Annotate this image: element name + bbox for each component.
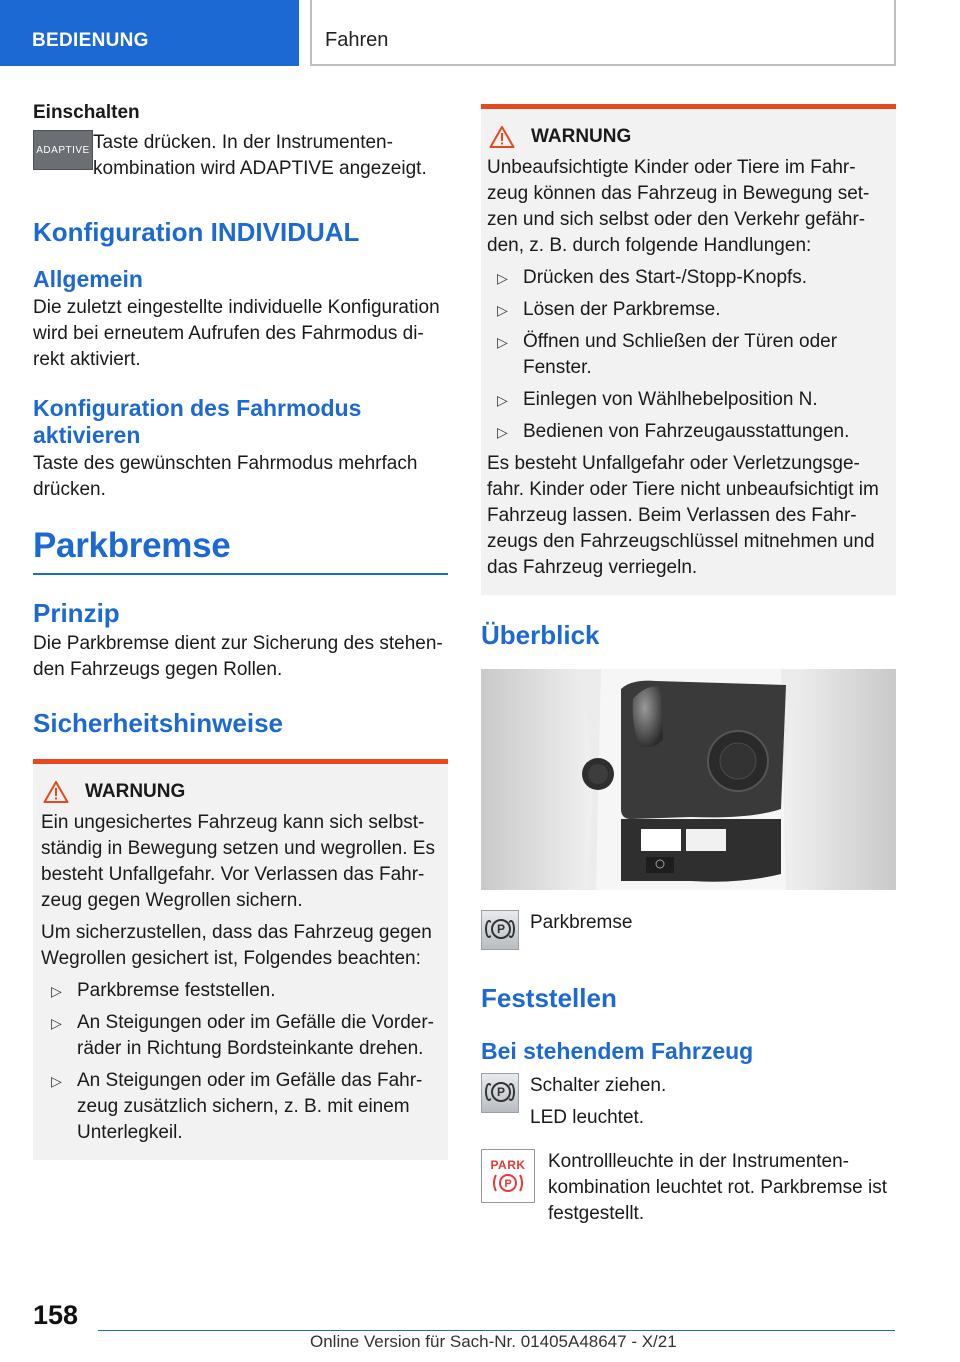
prinzip-text: Die Parkbremse dient zur Sicherung des stehen-den Fahrzeugs gegen Rollen. [33, 633, 443, 680]
ueberblick-title: Überblick [481, 620, 600, 650]
warning-title: WARNUNG [531, 126, 632, 147]
parkbremse-rule [33, 573, 448, 575]
schalter-text: Schalter ziehen. [530, 1075, 667, 1096]
parkbremse-caption-row [481, 910, 896, 950]
online-version-text: Online Version für Sach-Nr. 01405A48647 - X/21 [310, 1332, 677, 1351]
kontroll-text: Kontrollleuchte in der Instrumenten-kombination leuchtet rot. Parkbremse ist festgestellt. [548, 1151, 887, 1224]
warning-text-2: Um sicherzustellen, dass das Fahrzeug gegen Wegrollen gesichert ist, Folgendes beachten: [41, 922, 432, 969]
list-item: ▷ An Steigungen oder im Gefälle das Fahr-zeug zusätzlich sichern, z. B. mit einem Unterlegkeil. [51, 1070, 423, 1143]
kontroll-row [481, 1149, 896, 1227]
warning-header [487, 125, 890, 149]
parking-brake-icon: P [481, 1073, 519, 1113]
warning-text-2: Es besteht Unfallgefahr oder Verletzungsge-fahr. Kinder oder Tiere nicht unbeaufsichtigt im Fahrzeug lassen. Beim Verlassen des Fahr-zeugs den Fahrzeugschlüssel mitnehmen und das Fahrzeug verriegeln. [487, 453, 879, 578]
section-tab: BEDIENUNG [0, 0, 299, 66]
warning-list [41, 978, 440, 1146]
list-marker-icon: ▷ [497, 334, 508, 350]
park-indicator-icon [481, 1149, 535, 1203]
warning-header [41, 780, 440, 804]
sicherheit-title: Sicherheitshinweise [33, 708, 283, 738]
list-item: ▷ Lösen der Parkbremse. [487, 297, 890, 323]
list-marker-icon: ▷ [51, 1073, 62, 1089]
list-item: ▷ Einlegen von Wählhebelposition N. [487, 387, 890, 413]
adaptive-button-icon: ADAPTIVE [33, 130, 93, 170]
page-number: 158 [33, 1300, 79, 1330]
parking-brake-icon: P [481, 910, 519, 950]
aktivieren-text: Taste des gewünschten Fahrmodus mehrfach drücken. [33, 453, 418, 500]
stehend-title: Bei stehendem Fahrzeug [481, 1038, 754, 1064]
aktivieren-title: Konfiguration des Fahrmodus aktivieren [33, 395, 362, 448]
einschalten-row [33, 130, 448, 182]
einschalten-heading: Einschalten [33, 102, 140, 123]
warning-triangle-icon [489, 125, 515, 149]
allgemein-text: Die zuletzt eingestellte individuelle Konfiguration wird bei erneutem Aufrufen des Fahrmodus di-rekt aktiviert. [33, 297, 440, 370]
warning-box-right [481, 104, 896, 595]
individual-title: Konfiguration INDIVIDUAL [33, 217, 360, 247]
chapter-title: Fahren [311, 0, 896, 66]
footer-rule [98, 1330, 895, 1331]
park-indicator-symbol [491, 1172, 525, 1194]
list-item: ▷ Öffnen und Schließen der Türen oder Fenster. [497, 331, 838, 378]
warning-box-left [33, 759, 448, 1160]
parkbremse-caption: Parkbremse [530, 912, 633, 933]
list-item: ▷ Drücken des Start-/Stopp-Knopfs. [487, 265, 890, 291]
warning-text-1: Unbeaufsichtigte Kinder oder Tiere im Fahr-zeug können das Fahrzeug in Bewegung set-zen und sich selbst oder den Verkehr gefähr-den, z. B. durch folgende Handlungen: [487, 157, 870, 256]
list-marker-icon: ▷ [51, 983, 62, 999]
prinzip-title: Prinzip [33, 598, 120, 628]
schalter-row [481, 1073, 896, 1131]
list-marker-icon: ▷ [497, 270, 508, 286]
list-item: ▷ An Steigungen oder im Gefälle die Vorder-räder in Richtung Bordsteinkante drehen. [51, 1012, 434, 1059]
warning-title: WARNUNG [85, 781, 186, 802]
warning-list [487, 265, 890, 445]
center-console-photo [481, 669, 896, 890]
list-marker-icon: ▷ [497, 302, 508, 318]
right-column [481, 104, 896, 1227]
led-text: LED leuchtet. [530, 1107, 645, 1128]
parkbremse-title: Parkbremse [33, 526, 231, 565]
list-marker-icon: ▷ [497, 424, 508, 440]
left-column [33, 100, 448, 1160]
warning-text-1: Ein ungesichertes Fahrzeug kann sich selbst-ständig in Bewegung setzen und wegrollen. Es besteht Unfallgefahr. Vor Verlassen das Fahr-zeug gegen Wegrollen sichern. [41, 812, 435, 911]
list-marker-icon: ▷ [497, 392, 508, 408]
list-item: ▷ Parkbremse feststellen. [41, 978, 440, 1004]
center-console-illustration [481, 669, 896, 890]
einschalten-text: Taste drücken. In der Instrumenten-kombination wird ADAPTIVE angezeigt. [93, 132, 427, 179]
list-item: ▷ Bedienen von Fahrzeugausstattungen. [487, 419, 890, 445]
list-marker-icon: ▷ [51, 1015, 62, 1031]
warning-triangle-icon [43, 780, 69, 804]
allgemein-title: Allgemein [33, 266, 143, 292]
park-indicator-label: PARK [490, 1157, 526, 1172]
svg-text:P: P [504, 1177, 512, 1190]
feststellen-title: Feststellen [481, 983, 617, 1013]
